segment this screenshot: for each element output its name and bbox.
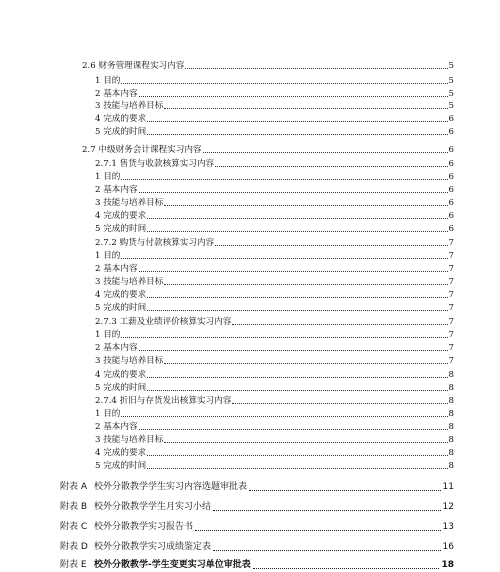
toc-entry-title: 2.7.4 折旧与存货发出核算实习内容: [95, 396, 232, 406]
toc-entry-title: 2 基本内容: [95, 185, 138, 195]
dot-leader: [147, 468, 447, 469]
dot-leader: [147, 455, 447, 456]
dot-leader: [232, 324, 447, 325]
toc-entry[interactable]: [95, 316, 454, 328]
toc-entry-page-number: 5: [448, 61, 454, 71]
dot-leader: [147, 390, 447, 391]
appendix-title: 校外分散教学学生实习内容选题审批表: [94, 482, 248, 492]
dot-leader: [147, 121, 447, 122]
toc-entry[interactable]: [95, 447, 454, 459]
appendix-page-number: 13: [442, 522, 454, 532]
toc-entry-title: 2.7.3 工薪及业绩评价核算实习内容: [95, 317, 232, 327]
appendix-title: 校外分散教学实习报告书: [94, 522, 194, 532]
dot-leader: [121, 416, 447, 417]
toc-entry[interactable]: [95, 88, 454, 100]
appendix-page-number: 11: [442, 482, 454, 492]
toc-entry[interactable]: [95, 421, 454, 433]
toc-entry[interactable]: [95, 113, 454, 125]
dot-leader: [139, 192, 448, 193]
toc-entry-title: 2.6 财务管理课程实习内容: [82, 61, 185, 71]
toc-entry-page-number: 8: [448, 461, 454, 471]
dot-leader: [147, 134, 447, 135]
toc-entry-title: 2 基本内容: [95, 89, 138, 99]
toc-entry[interactable]: [95, 237, 454, 249]
toc-entry-title: 2 基本内容: [95, 422, 138, 432]
toc-entry-title: 2.7.2 购货与付款核算实习内容: [95, 238, 215, 248]
toc-entry[interactable]: [82, 144, 454, 156]
appendix-tag: 附表 D: [60, 542, 88, 552]
toc-entry-page-number: 8: [448, 448, 454, 458]
toc-entry-title: 3 技能与培养目标: [95, 277, 164, 287]
toc-entry-page-number: 6: [448, 172, 454, 182]
toc-entry-title: 1 目的: [95, 409, 121, 419]
toc-entry-title: 2 基本内容: [95, 343, 138, 353]
appendix-tag: 附表 B: [60, 502, 88, 512]
dot-leader: [215, 245, 447, 246]
toc-entry[interactable]: [95, 197, 454, 209]
dot-leader: [147, 310, 447, 311]
toc-entry-page-number: 6: [448, 185, 454, 195]
dot-leader: [164, 442, 447, 443]
dot-leader: [139, 429, 448, 430]
toc-entry-title: 3 技能与培养目标: [95, 356, 164, 366]
appendix-entry[interactable]: [60, 558, 454, 572]
toc-entry-title: 4 完成的要求: [95, 448, 147, 458]
toc-entry-title: 2.7.1 售货与收款核算实习内容: [95, 159, 215, 169]
dot-leader: [139, 271, 448, 272]
toc-entry-page-number: 7: [448, 343, 454, 353]
toc-entry-title: 1 目的: [95, 76, 121, 86]
appendix-tag: 附表 E: [60, 560, 87, 570]
dot-leader: [164, 205, 447, 206]
appendix-title: 校外分散教学-学生变更实习单位审批表: [94, 560, 251, 570]
dot-leader: [232, 403, 447, 404]
toc-entry-page-number: 7: [448, 251, 454, 261]
dot-leader: [249, 490, 441, 491]
dot-leader: [147, 297, 447, 298]
toc-entry[interactable]: [95, 355, 454, 367]
toc-entry-page-number: 6: [448, 224, 454, 234]
appendix-entry[interactable]: [60, 500, 454, 514]
dot-leader: [253, 568, 440, 569]
dot-leader: [164, 284, 447, 285]
toc-entry[interactable]: [95, 250, 454, 262]
toc-entry-title: 4 完成的要求: [95, 211, 147, 221]
appendix-entry[interactable]: [60, 540, 454, 554]
appendix-tag: 附表 C: [60, 522, 88, 532]
appendix-entry[interactable]: [60, 520, 454, 534]
appendix-page-number: 12: [442, 502, 454, 512]
toc-entry-page-number: 8: [448, 396, 454, 406]
toc-entry-title: 5 完成的时间: [95, 383, 147, 393]
dot-leader: [139, 96, 448, 97]
toc-entry-page-number: 5: [448, 76, 454, 86]
toc-entry-title: 1 目的: [95, 330, 121, 340]
toc-entry[interactable]: [95, 126, 454, 138]
toc-entry-title: 1 目的: [95, 172, 121, 182]
toc-entry[interactable]: [95, 382, 454, 394]
toc-entry[interactable]: [95, 276, 454, 288]
toc-entry-page-number: 7: [448, 330, 454, 340]
dot-leader: [121, 337, 447, 338]
toc-entry[interactable]: [95, 263, 454, 275]
toc-entry-title: 1 目的: [95, 251, 121, 261]
toc-entry-title: 3 技能与培养目标: [95, 101, 164, 111]
toc-entry-page-number: 5: [448, 89, 454, 99]
toc-entry-page-number: 7: [448, 356, 454, 366]
dot-leader: [121, 258, 447, 259]
toc-entry-page-number: 7: [448, 264, 454, 274]
toc-entry[interactable]: [95, 158, 454, 170]
toc-entry-title: 4 完成的要求: [95, 290, 147, 300]
toc-entry-page-number: 6: [448, 198, 454, 208]
toc-entry-page-number: 8: [448, 370, 454, 380]
toc-entry-page-number: 8: [448, 435, 454, 445]
toc-entry[interactable]: [95, 302, 454, 314]
dot-leader: [147, 231, 447, 232]
toc-entry[interactable]: [95, 223, 454, 235]
dot-leader: [147, 377, 447, 378]
toc-entry-page-number: 8: [448, 383, 454, 393]
dot-leader: [185, 68, 447, 69]
toc-entry[interactable]: [95, 184, 454, 196]
dot-leader: [121, 83, 447, 84]
toc-entry-title: 5 完成的时间: [95, 461, 147, 471]
appendix-tag: 附表 A: [60, 482, 88, 492]
appendix-entry[interactable]: [60, 480, 454, 494]
toc-entry-page-number: 7: [448, 317, 454, 327]
toc-entry-title: 2.7 中级财务会计课程实习内容: [82, 145, 202, 155]
toc-entry[interactable]: [95, 329, 454, 341]
toc-entry-title: 4 完成的要求: [95, 370, 147, 380]
toc-entry[interactable]: [95, 434, 454, 446]
dot-leader: [213, 510, 441, 511]
toc-entry[interactable]: [95, 342, 454, 354]
dot-leader: [164, 108, 447, 109]
toc-entry-page-number: 7: [448, 303, 454, 313]
toc-entry-page-number: 7: [448, 277, 454, 287]
toc-entry[interactable]: [95, 408, 454, 420]
dot-leader: [121, 179, 447, 180]
toc-entry-page-number: 5: [448, 101, 454, 111]
dot-leader: [215, 166, 447, 167]
toc-entry-title: 3 技能与培养目标: [95, 198, 164, 208]
toc-entry-title: 5 完成的时间: [95, 127, 147, 137]
dot-leader: [139, 350, 448, 351]
appendix-page-number: 16: [442, 542, 454, 552]
dot-leader: [147, 218, 447, 219]
toc-entry[interactable]: [82, 60, 454, 72]
dot-leader: [164, 363, 447, 364]
toc-entry-page-number: 6: [448, 127, 454, 137]
toc-entry-page-number: 6: [448, 211, 454, 221]
dot-leader: [203, 152, 448, 153]
toc-entry[interactable]: [95, 171, 454, 183]
toc-entry-page-number: 6: [448, 159, 454, 169]
toc-entry-page-number: 8: [448, 409, 454, 419]
dot-leader: [195, 530, 441, 531]
toc-entry-page-number: 6: [448, 114, 454, 124]
toc-entry[interactable]: [95, 100, 454, 112]
toc-entry-page-number: 7: [448, 290, 454, 300]
toc-entry-title: 2 基本内容: [95, 264, 138, 274]
toc-entry-page-number: 8: [448, 422, 454, 432]
toc-entry[interactable]: [95, 289, 454, 301]
appendix-page-number: 18: [441, 560, 454, 570]
toc-entry[interactable]: [95, 460, 454, 472]
toc-entry[interactable]: [95, 75, 454, 87]
toc-entry-title: 3 技能与培养目标: [95, 435, 164, 445]
toc-entry-title: 5 完成的时间: [95, 303, 147, 313]
toc-entry-title: 5 完成的时间: [95, 224, 147, 234]
appendix-title: 校外分散教学实习成绩鉴定表: [94, 542, 212, 552]
toc-entry-title: 4 完成的要求: [95, 114, 147, 124]
appendix-title: 校外分散教学学生月实习小结: [94, 502, 212, 512]
dot-leader: [213, 550, 441, 551]
toc-entry[interactable]: [95, 369, 454, 381]
toc-entry[interactable]: [95, 395, 454, 407]
toc-entry-page-number: 6: [448, 145, 454, 155]
toc-entry-page-number: 7: [448, 238, 454, 248]
toc-entry[interactable]: [95, 210, 454, 222]
